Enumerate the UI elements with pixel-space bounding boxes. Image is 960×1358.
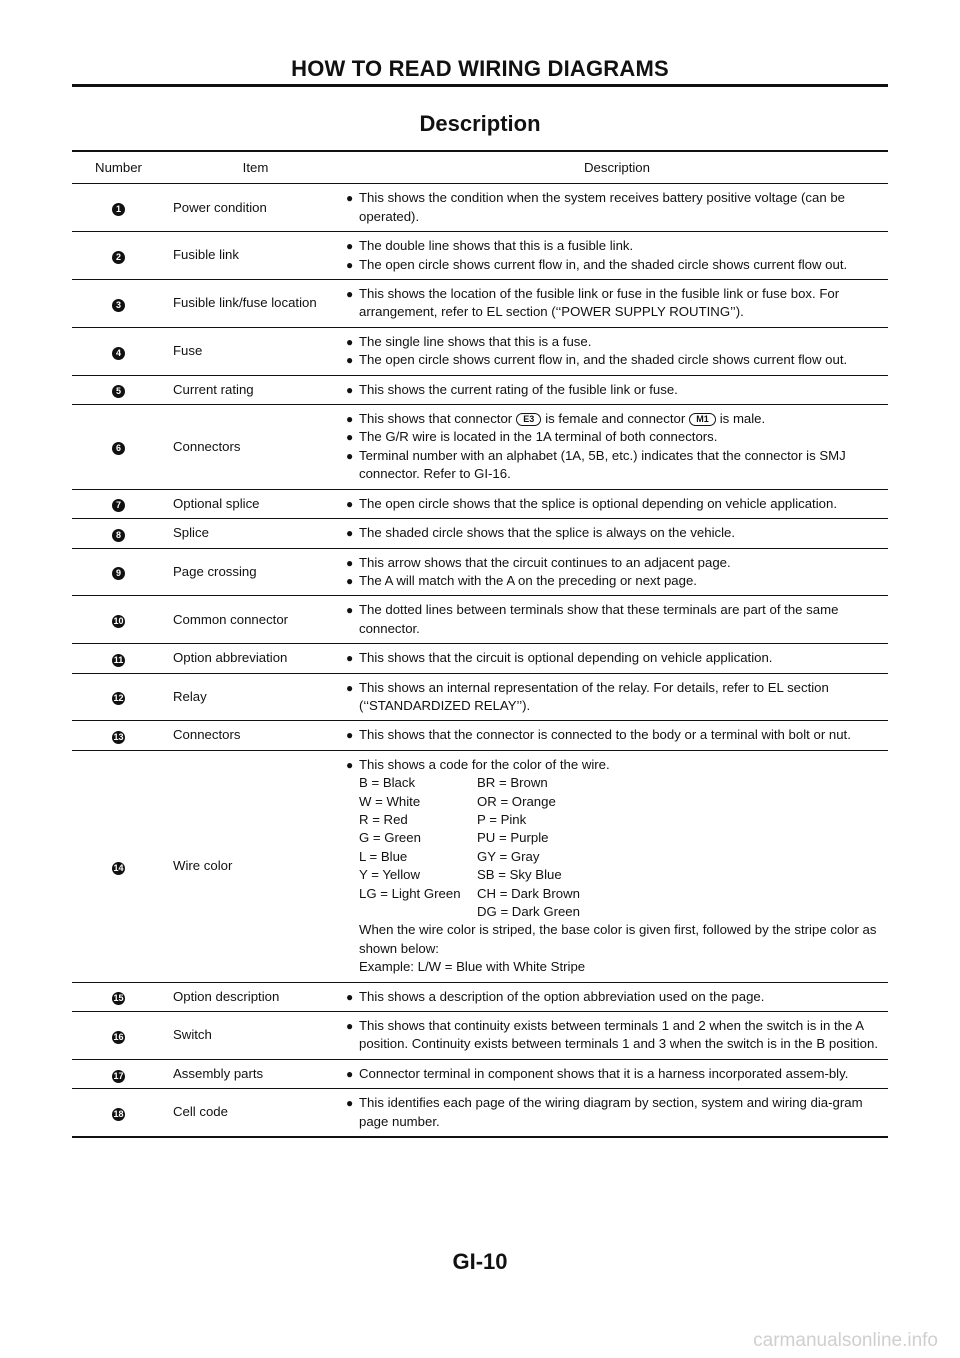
item-cell: Wire color [173, 857, 233, 873]
bullet-icon: ● [346, 334, 354, 349]
number-badge: 12 [113, 693, 124, 704]
description-cell [346, 721, 888, 749]
bullet-line [346, 679, 888, 716]
bullet-icon: ● [346, 526, 354, 541]
bullet-icon: ● [346, 651, 354, 666]
item-cell: Page crossing [173, 563, 257, 579]
bullet-text: This shows an internal representation of the relay. For details, refer to EL section (‘‘STANDARDIZED RELAY’’). [359, 679, 829, 713]
bullet-text: This arrow shows that the circuit continues to an adjacent page. [359, 554, 731, 570]
bullet-text: Terminal number with an alphabet (1A, 5B, etc.) indicates that the connector is SMJ connector. Refer to GI-16. [359, 447, 846, 482]
description-cell [346, 280, 888, 327]
bullet-icon: ● [346, 555, 354, 570]
wire-color-code: OR = Orange [477, 793, 556, 809]
wire-color-code: G = Green [359, 830, 421, 846]
bullet-line [346, 1094, 888, 1131]
bullet-icon: ● [346, 239, 354, 254]
number-badge: 13 [113, 732, 124, 743]
number-badge: 4 [112, 347, 125, 360]
item-cell: Splice [173, 525, 209, 541]
table-row [72, 1088, 888, 1136]
item-cell: Relay [173, 688, 207, 704]
item-cell: Common connector [173, 611, 289, 627]
bullet-icon: ● [346, 989, 354, 1004]
bullet-icon: ● [346, 1096, 354, 1111]
table-row [72, 673, 888, 721]
connector-badge: E3 [516, 413, 541, 426]
number-cell [72, 376, 165, 404]
bullet-line [346, 524, 888, 542]
number-badge: 6 [112, 442, 125, 455]
number-cell [72, 644, 165, 672]
wire-color-code: W = White [359, 793, 421, 809]
description-cell [346, 490, 888, 518]
table-row [72, 518, 888, 547]
bullet-icon: ● [346, 496, 354, 511]
bullet-text: This identifies each page of the wiring diagram by section, system and wiring dia-gram page number. [359, 1095, 863, 1129]
bullet-icon: ● [346, 191, 354, 206]
number-badge: 14 [113, 862, 124, 873]
bullet-line [346, 410, 888, 428]
page-title: Description [419, 111, 541, 136]
item-cell: Fuse [173, 343, 203, 359]
bullet-line [346, 756, 888, 774]
description-cell [346, 549, 888, 596]
bullet-line [346, 649, 888, 667]
table-row [72, 375, 888, 404]
wire-color-code: Y = Yellow [359, 867, 420, 883]
number-cell [72, 280, 165, 327]
table-header-row [72, 152, 888, 183]
bullet-line [346, 189, 888, 226]
table-row [72, 404, 888, 489]
description-cell [346, 596, 888, 643]
bullet-icon: ● [346, 1019, 354, 1034]
bullet-icon: ● [346, 257, 354, 272]
bullet-line [346, 495, 888, 513]
bullet-icon: ● [346, 1066, 354, 1081]
bullet-line [346, 428, 888, 446]
watermark: carmanualsonline.info [753, 1330, 938, 1351]
table-row [72, 231, 888, 279]
wire-color-code: DG = Dark Green [477, 904, 580, 919]
bullet-text: The shaded circle shows that the splice is always on the vehicle. [359, 525, 736, 541]
page-code: GI-10 [452, 1249, 508, 1274]
description-cell [346, 644, 888, 672]
bullet-text: This shows the location of the fusible link or fuse in the fusible link or fuse box. For arrangement, refer to EL section (‘‘POWER SUPPLY ROUTING’’). [359, 286, 840, 320]
number-cell [72, 751, 165, 982]
bullet-line [346, 988, 888, 1006]
wire-color-code: B = Black [359, 775, 416, 791]
table-row [72, 489, 888, 518]
description-cell [346, 1060, 888, 1088]
column-header-number: Number [95, 160, 142, 175]
wire-color-code: GY = Gray [477, 848, 540, 864]
bullet-text [359, 410, 888, 428]
bullet-text: The double line shows that this is a fusible link. [359, 238, 634, 254]
bullet-text: The G/R wire is located in the 1A terminal of both connectors. [359, 429, 718, 445]
table-row [72, 1059, 888, 1088]
bullet-icon: ● [346, 382, 354, 397]
number-badge: 5 [112, 385, 125, 398]
bullet-icon: ● [346, 353, 354, 368]
description-text: When the wire color is striped, the base color is given first, followed by the stripe color as shown below: [359, 922, 877, 956]
bullet-icon: ● [346, 573, 354, 588]
bullet-text: This shows a description of the option abbreviation used on the page. [359, 988, 765, 1004]
bullet-text: This shows that the circuit is optional depending on vehicle application. [359, 650, 773, 666]
item-cell: Connectors [173, 727, 241, 743]
number-badge: 8 [112, 529, 125, 542]
number-cell [72, 328, 165, 375]
wire-color-code: LG = Light Green [359, 885, 461, 901]
number-badge: 11 [113, 654, 124, 665]
item-cell: Cell code [173, 1104, 228, 1120]
bullet-text: This shows that the connector is connected to the body or a terminal with bolt or nut. [359, 727, 851, 743]
bullet-icon: ● [346, 412, 354, 427]
table-bottom-rule [72, 1136, 888, 1138]
bullet-line [346, 333, 888, 351]
number-cell [72, 1012, 165, 1059]
bullet-line [346, 285, 888, 322]
number-cell [72, 1089, 165, 1136]
table-row [72, 982, 888, 1011]
bullet-line [346, 1065, 888, 1083]
description-text: Example: L/W = Blue with White Stripe [359, 959, 586, 975]
number-cell [72, 596, 165, 643]
connector-badge: M1 [689, 413, 716, 426]
number-badge: 3 [112, 299, 125, 312]
number-cell [72, 549, 165, 596]
description-cell [346, 519, 888, 547]
bullet-text: The A will match with the A on the preceding or next page. [359, 572, 697, 588]
number-badge: 1 [112, 203, 125, 216]
number-cell [72, 721, 165, 749]
bullet-icon: ● [346, 287, 354, 302]
table-body [72, 183, 888, 1136]
item-cell: Switch [173, 1027, 212, 1043]
table-row [72, 643, 888, 672]
table-row [72, 1011, 888, 1059]
table-row [72, 183, 888, 231]
bullet-text: Connector terminal in component shows that it is a harness incorporated assem-bly. [359, 1065, 849, 1081]
header-rule [72, 84, 888, 87]
description-cell [346, 983, 888, 1011]
bullet-text: This shows the condition when the system receives battery positive voltage (can be operated). [359, 190, 845, 224]
wire-color-list [346, 774, 888, 921]
number-cell [72, 184, 165, 231]
number-cell [72, 1060, 165, 1088]
description-cell [346, 1089, 888, 1136]
description-table [72, 150, 888, 1138]
bullet-line [346, 447, 888, 484]
table-row [72, 750, 888, 982]
bullet-text: This shows the current rating of the fusible link or fuse. [359, 381, 678, 397]
bullet-text: The single line shows that this is a fuse. [359, 333, 592, 349]
bullet-icon: ● [346, 603, 354, 618]
bullet-icon: ● [346, 757, 354, 772]
bullet-icon: ● [346, 430, 354, 445]
number-cell [72, 674, 165, 721]
wire-color-code: L = Blue [359, 848, 408, 864]
number-badge: 10 [113, 616, 124, 627]
description-cell [346, 232, 888, 279]
number-badge: 18 [113, 1109, 124, 1120]
table-row [72, 595, 888, 643]
bullet-line [346, 237, 888, 255]
item-cell: Option abbreviation [173, 650, 288, 666]
item-cell: Power condition [173, 199, 267, 215]
bullet-line [346, 572, 888, 590]
number-cell [72, 490, 165, 518]
connector-text: This shows that connector [359, 411, 513, 427]
number-badge: 7 [112, 499, 125, 512]
bullet-icon: ● [346, 680, 354, 695]
wire-color-code [359, 903, 477, 921]
description-cell [346, 674, 888, 721]
bullet-text: The open circle shows current flow in, and the shaded circle shows current flow out. [359, 352, 848, 368]
bullet-line [346, 601, 888, 638]
item-cell: Fusible link/fuse location [173, 295, 317, 311]
wire-color-code: PU = Purple [477, 830, 549, 846]
number-badge: 2 [112, 251, 125, 264]
number-badge: 9 [112, 567, 125, 580]
description-cell [346, 376, 888, 404]
wire-color-code: R = Red [359, 811, 408, 827]
bullet-line [346, 351, 888, 369]
bullet-text: The open circle shows that the splice is optional depending on vehicle application. [359, 495, 837, 511]
wire-color-code: BR = Brown [477, 775, 548, 791]
bullet-line [346, 554, 888, 572]
description-cell [346, 751, 888, 982]
number-cell [72, 232, 165, 279]
number-badge: 17 [113, 1070, 124, 1081]
item-cell: Current rating [173, 381, 254, 397]
description-cell [346, 405, 888, 489]
header-title: HOW TO READ WIRING DIAGRAMS [291, 56, 669, 81]
item-cell: Connectors [173, 438, 241, 454]
item-cell: Option description [173, 988, 280, 1004]
bullet-line [346, 256, 888, 274]
bullet-line [346, 381, 888, 399]
column-header-description: Description [584, 160, 650, 175]
table-row [72, 720, 888, 749]
number-cell [72, 983, 165, 1011]
item-cell: Optional splice [173, 495, 260, 511]
number-badge: 15 [113, 993, 124, 1004]
number-cell [72, 519, 165, 547]
table-row [72, 327, 888, 375]
item-cell: Assembly parts [173, 1065, 264, 1081]
bullet-text: This shows a code for the color of the wire. [359, 756, 610, 772]
wire-color-code: CH = Dark Brown [477, 885, 580, 901]
bullet-text: The open circle shows current flow in, and the shaded circle shows current flow out. [359, 256, 848, 272]
item-cell: Fusible link [173, 247, 239, 263]
table-row [72, 548, 888, 596]
number-badge: 16 [113, 1031, 124, 1042]
description-cell [346, 184, 888, 231]
bullet-text: This shows that continuity exists between terminals 1 and 2 when the switch is in the A position. Continuity exists between terminals 1 and 3 when the switch is in the B position. [359, 1018, 878, 1052]
bullet-line [346, 1017, 888, 1054]
bullet-icon: ● [346, 728, 354, 743]
connector-text: is female and connector [545, 411, 686, 427]
description-cell [346, 1012, 888, 1059]
description-cell [346, 328, 888, 375]
wire-color-code: P = Pink [477, 811, 527, 827]
column-header-item: Item [242, 160, 269, 175]
bullet-line [346, 726, 888, 744]
bullet-text: The dotted lines between terminals show that these terminals are part of the same connector. [359, 602, 839, 636]
bullet-icon: ● [346, 448, 354, 463]
table-row [72, 279, 888, 327]
wire-color-code: SB = Sky Blue [477, 867, 562, 883]
connector-text: is male. [719, 411, 766, 427]
number-cell [72, 405, 165, 489]
